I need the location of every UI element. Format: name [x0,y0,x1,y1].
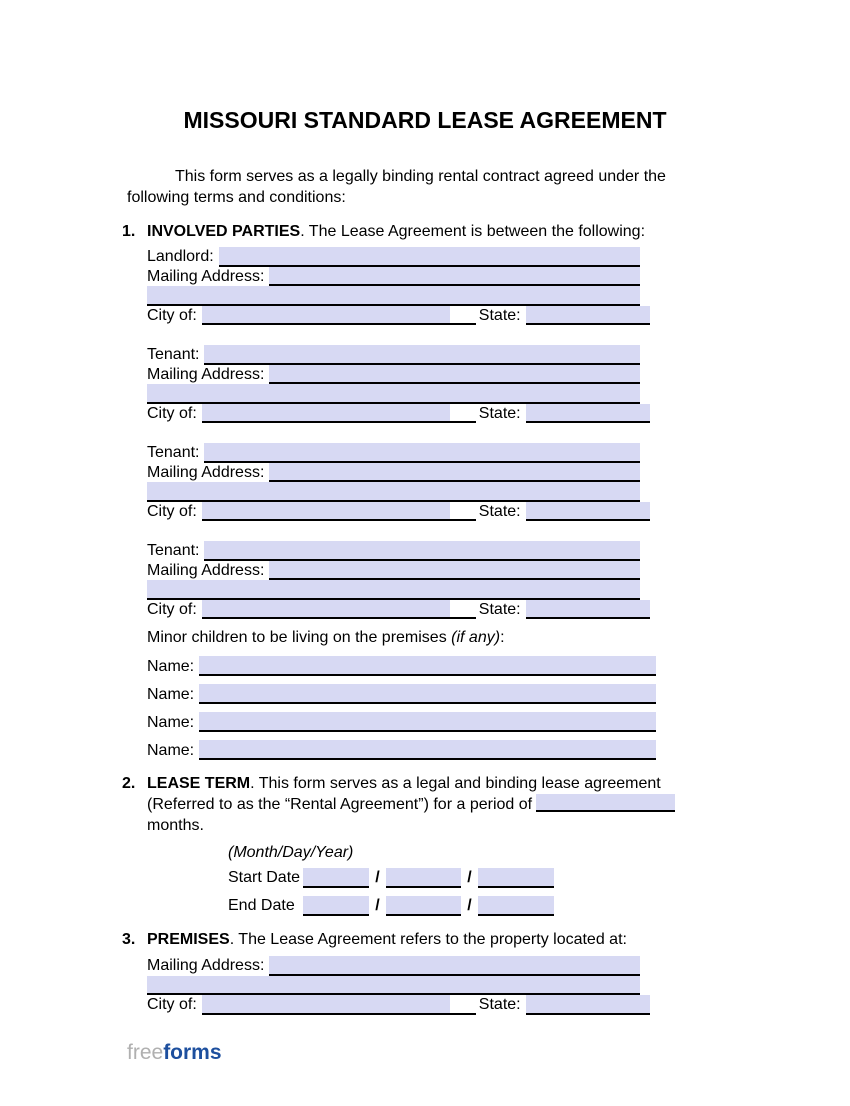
section-heading-bold: INVOLVED PARTIES [147,223,301,240]
premises-mailing-address-line2-field[interactable] [147,976,640,996]
landlord-state-field[interactable] [526,306,650,326]
end-date-year-field[interactable] [478,896,554,916]
item-number: 1. [122,223,136,240]
end-date-row [228,896,723,916]
tenant-3-state-field[interactable] [526,600,650,620]
minor-child-2-name-field[interactable] [199,684,656,704]
section-heading [147,775,675,834]
tenant-2-mailing-address-field[interactable] [269,463,640,483]
city-of-label: City of: [147,306,197,324]
city-of-label: City of: [147,600,197,618]
minor-child-4-name-field[interactable] [199,740,656,760]
landlord-name-field[interactable] [219,247,640,267]
section-premises [122,929,723,1015]
date-separator: / [375,897,380,914]
mailing-address-label: Mailing Address: [147,463,265,481]
state-label: State: [478,306,521,324]
section-heading-bold: LEASE TERM [147,775,251,792]
tenant-1-state-field[interactable] [526,404,650,424]
item-number: 3. [122,931,136,948]
tenant-3-mailing-address-field[interactable] [269,561,640,581]
state-label: State: [478,600,521,618]
tenant-1-mailing-address-field[interactable] [269,365,640,385]
minor-children-colon: : [500,629,505,646]
intro-paragraph: This form serves as a legally binding rental contract agreed under the following terms and conditions: [127,168,666,206]
city-of-label: City of: [147,404,197,422]
section-heading [147,931,627,948]
city-of-label: City of: [147,502,197,520]
tenant-2-city-field[interactable] [202,502,476,522]
end-date-month-field[interactable] [303,896,369,916]
lease-term-text: . This form serves as a legal and binding lease agreement (Referred to as the “Rental Agreement”) for a period of [147,775,661,813]
start-date-label: Start Date [228,869,301,886]
premises-city-field[interactable] [202,995,476,1015]
tenant-label: Tenant: [147,444,200,461]
tenant-2-mailing-address-line2-field[interactable] [147,482,640,502]
item-number: 2. [122,775,136,792]
date-separator: / [467,869,472,886]
section-heading-bold: PREMISES [147,931,230,948]
mailing-address-label: Mailing Address: [147,365,265,383]
tenant-label: Tenant: [147,542,200,559]
section-heading-rest: . The Lease Agreement refers to the property located at: [229,931,627,948]
tenant-label: Tenant: [147,346,200,363]
tenant-block-1 [147,345,723,423]
tenant-3-name-field[interactable] [204,541,640,561]
name-label: Name: [147,713,195,731]
section-lease-term [122,773,723,916]
state-label: State: [478,502,521,520]
lease-period-months-field[interactable] [536,794,675,812]
minor-children-text: Minor children to be living on the premises [147,629,452,646]
tenant-block-3 [147,541,723,619]
minor-children-if-any: (if any) [451,629,501,646]
tenant-3-mailing-address-line2-field[interactable] [147,580,640,600]
premises-state-field[interactable] [526,995,650,1015]
document-title: MISSOURI STANDARD LEASE AGREEMENT [183,107,667,133]
landlord-mailing-address-line2-field[interactable] [147,286,640,306]
name-label: Name: [147,741,195,759]
tenant-2-state-field[interactable] [526,502,650,522]
section-involved-parties [122,221,723,760]
minor-child-1-name-field[interactable] [199,656,656,676]
start-date-year-field[interactable] [478,868,554,888]
tenant-1-city-field[interactable] [202,404,476,424]
tenant-2-name-field[interactable] [204,443,640,463]
end-date-label: End Date [228,897,295,914]
landlord-mailing-address-field[interactable] [269,267,640,287]
section-heading [147,223,645,240]
minor-children-name-list [147,656,723,760]
end-date-day-field[interactable] [386,896,461,916]
mailing-address-label: Mailing Address: [147,267,265,285]
landlord-block [147,247,723,325]
tenant-1-mailing-address-line2-field[interactable] [147,384,640,404]
freeforms-logo-forms: forms [163,1041,222,1064]
name-label: Name: [147,685,195,703]
city-of-label: City of: [147,996,197,1013]
start-date-row [228,868,723,888]
premises-mailing-address-field[interactable] [269,956,640,976]
mailing-address-label: Mailing Address: [147,561,265,579]
start-date-month-field[interactable] [303,868,369,888]
freeforms-logo-free: free [127,1041,164,1064]
tenant-3-city-field[interactable] [202,600,476,620]
landlord-label: Landlord: [147,248,214,265]
landlord-city-field[interactable] [202,306,476,326]
tenant-block-2 [147,443,723,521]
date-separator: / [375,869,380,886]
date-format-note: (Month/Day/Year) [228,844,354,861]
state-label: State: [478,996,521,1013]
start-date-day-field[interactable] [386,868,461,888]
date-separator: / [467,897,472,914]
tenant-1-name-field[interactable] [204,345,640,365]
state-label: State: [478,404,521,422]
minor-children-line [147,627,723,648]
mailing-address-label: Mailing Address: [147,957,265,974]
name-label: Name: [147,657,195,675]
freeforms-logo [127,1042,222,1064]
minor-child-3-name-field[interactable] [199,712,656,732]
lease-term-months-word: months. [147,817,204,834]
section-heading-rest: . The Lease Agreement is between the following: [300,223,646,240]
premises-block [147,956,723,1015]
